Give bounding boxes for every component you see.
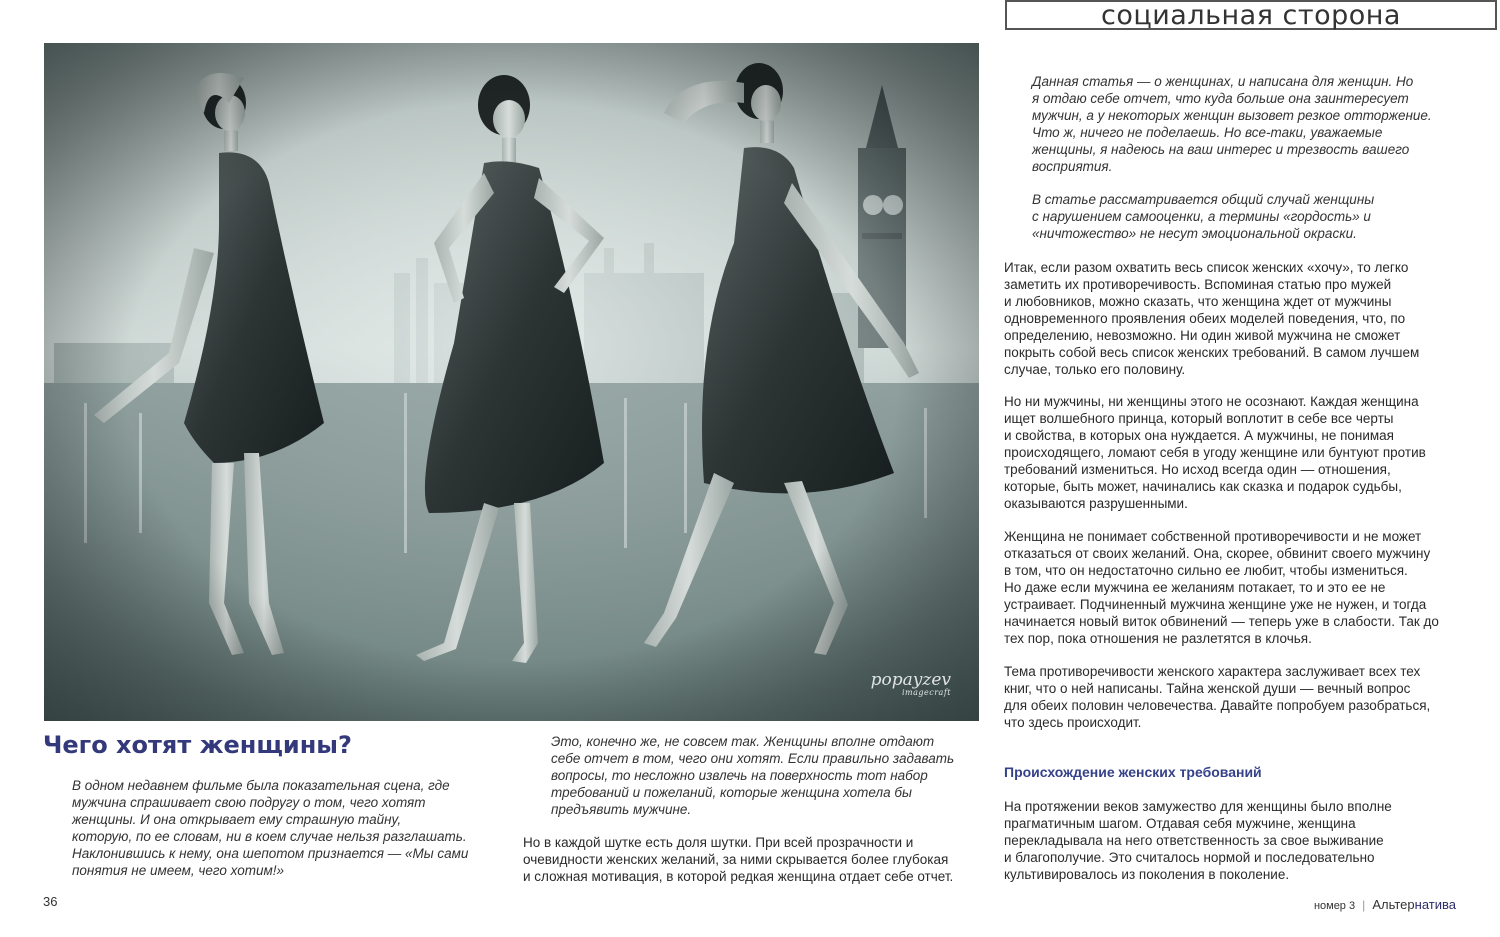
text-line: женщины. И она открывает ему страшную тайну, xyxy=(72,812,402,827)
lead-paragraph-1 xyxy=(1032,73,1432,175)
text-line: На протяжении веков замужество для женщины было вполне xyxy=(1004,799,1392,814)
text-line: Но в каждой шутке есть доля шутки. При всей прозрачности и xyxy=(523,835,914,850)
text-line: В одном недавнем фильме была показательная сцена, где xyxy=(72,778,450,793)
lead-paragraph-2 xyxy=(1032,191,1374,242)
body-paragraph-4 xyxy=(1004,663,1430,731)
text-line: культивировалось из поколения в поколение. xyxy=(1004,867,1290,882)
text-line: начинается новый виток обвинений — теперь уже в слабости. Так до xyxy=(1004,614,1439,629)
text-line: книг, что о ней написаны. Тайна женской души — вечный вопрос xyxy=(1004,681,1411,696)
magazine-name xyxy=(1372,897,1456,912)
text-line: заметить их противоречивость. Вспоминая статью про мужей xyxy=(1004,277,1392,292)
body-paragraph-3 xyxy=(1004,528,1439,647)
text-line: ищет волшебного принца, который воплотит в себе все черты xyxy=(1004,411,1394,426)
watermark-text: popayzev xyxy=(870,670,951,690)
watermark-subtext: imagecraft xyxy=(901,688,951,697)
page-footer xyxy=(1314,897,1456,912)
text-line: Это, конечно же, не совсем так. Женщины вполне отдают xyxy=(551,734,935,749)
text-line: Данная статья — о женщинах, и написана для женщин. Но xyxy=(1032,74,1414,89)
text-line: для обеих половин человечества. Давайте попробуем разобраться, xyxy=(1004,698,1431,713)
text-line: вопросы, то несложно извлечь на поверхность тот набор xyxy=(551,768,928,783)
text-line: понятия не имеем, чего хотим!» xyxy=(72,863,284,878)
text-line: определению, невозможно. Ни один живой мужчина не сможет xyxy=(1004,328,1401,343)
text-line: и сложная мотивация, в которой редкая женщина отдает себе отчет. xyxy=(523,869,954,884)
text-line: случае, только его половину. xyxy=(1004,362,1186,377)
page-number: 36 xyxy=(43,894,58,909)
text-line: покрыть собой весь список женских требований. В самом лучшем xyxy=(1004,345,1420,360)
text-line: Итак, если разом охватить весь список женских «хочу», то легко xyxy=(1004,260,1409,275)
text-line: Но ни мужчины, ни женщины этого не осознают. Каждая женщина xyxy=(1004,394,1419,409)
intro-italic-text xyxy=(72,777,468,879)
text-line: одновременного проявления обеих моделей поведения, что, по xyxy=(1004,311,1406,326)
text-line: отказаться от своих желаний. Она, скорее, обвинит своего мужчину xyxy=(1004,546,1431,561)
text-line: в том, что он недостаточно сильно ее любит, чтобы измениться. xyxy=(1004,563,1408,578)
text-line: с нарушением самооценки, а термины «гордость» и xyxy=(1032,209,1371,224)
article-headline: Чего хотят женщины? xyxy=(43,731,352,759)
text-line: которую, по ее словам, ни в коем случае нельзя разглашать. xyxy=(72,829,467,844)
text-line: которые, быть может, начинались как сказка и подарок судьбы, xyxy=(1004,479,1402,494)
text-line: Но даже если мужчина ее желаниям потакает, то и это ее не xyxy=(1004,580,1386,595)
mid-italic-text xyxy=(551,733,954,818)
text-line: оказываются разрушенными. xyxy=(1004,496,1188,511)
text-line: требований измениться. Но исход всегда один — отношения, xyxy=(1004,462,1391,477)
text-line: себе отчет в том, чего они хотят. Если правильно задавать xyxy=(551,751,955,766)
text-line: женщины, я надеюсь на ваш интерес и трезвость вашего xyxy=(1032,142,1410,157)
text-line: предъявить мужчине. xyxy=(551,802,692,817)
text-line: очевидности женских желаний, за ними скрывается более глубокая xyxy=(523,852,949,867)
text-line: восприятия. xyxy=(1032,159,1113,174)
text-line: В статье рассматривается общий случай женщины xyxy=(1032,192,1375,207)
text-line: и любовников, можно сказать, что женщина ждет от мужчины xyxy=(1004,294,1392,309)
text-line: тех пор, пока отношения не разлетятся в клочья. xyxy=(1004,631,1312,646)
text-line: «ничтожество» не несут эмоциональной окраски. xyxy=(1032,226,1357,241)
text-line: Тема противоречивости женского характера заслуживает всех тех xyxy=(1004,664,1421,679)
text-line: требований и пожеланий, которые женщина хотела бы xyxy=(551,785,912,800)
magazine-name-part-2: натива xyxy=(1414,897,1456,912)
body-paragraph-2 xyxy=(1004,393,1426,512)
magazine-name-part-1: Альтер xyxy=(1372,897,1415,912)
mid-body-text xyxy=(523,834,953,885)
section-subheading: Происхождение женских требований xyxy=(1004,764,1262,780)
section-title: социальная сторона xyxy=(1005,0,1497,30)
body-paragraph-5 xyxy=(1004,798,1392,883)
photo-watermark xyxy=(871,672,951,697)
body-paragraph-1 xyxy=(1004,259,1419,378)
text-line: происходящего, ломают себя в угоду женщине или бунтуют против xyxy=(1004,445,1426,460)
text-line: что здесь происходит. xyxy=(1004,715,1142,730)
issue-number: номер 3 xyxy=(1313,900,1356,912)
text-line: мужчина спрашивает свою подругу о том, чего хотят xyxy=(72,795,426,810)
text-line: Женщина не понимает собственной противоречивости и не может xyxy=(1004,529,1422,544)
text-line: и благополучие. Это считалось нормой и последовательно xyxy=(1004,850,1375,865)
footer-separator: | xyxy=(1362,898,1366,912)
text-line: и свойства, в которых она нуждается. А мужчины, не понимая xyxy=(1004,428,1394,443)
photo-illustration xyxy=(44,43,979,721)
text-line: я отдаю себе отчет, что куда больше она заинтересует xyxy=(1032,91,1409,106)
text-line: прагматичным шагом. Отдавая себя мужчине, женщина xyxy=(1004,816,1356,831)
text-line: Что ж, ничего не поделаешь. Но все-таки, уважаемые xyxy=(1032,125,1383,140)
text-line: мужчин, а у некоторых женщин вызовет резкое отторжение. xyxy=(1032,108,1432,123)
text-line: перекладывала на него ответственность за свое выживание xyxy=(1004,833,1384,848)
text-line: устраивает. Подчиненный мужчина женщине уже не нужен, и тогда xyxy=(1004,597,1427,612)
article-photo xyxy=(44,43,979,721)
text-line: Наклонившись к нему, она шепотом признается — «Мы сами xyxy=(72,846,469,861)
